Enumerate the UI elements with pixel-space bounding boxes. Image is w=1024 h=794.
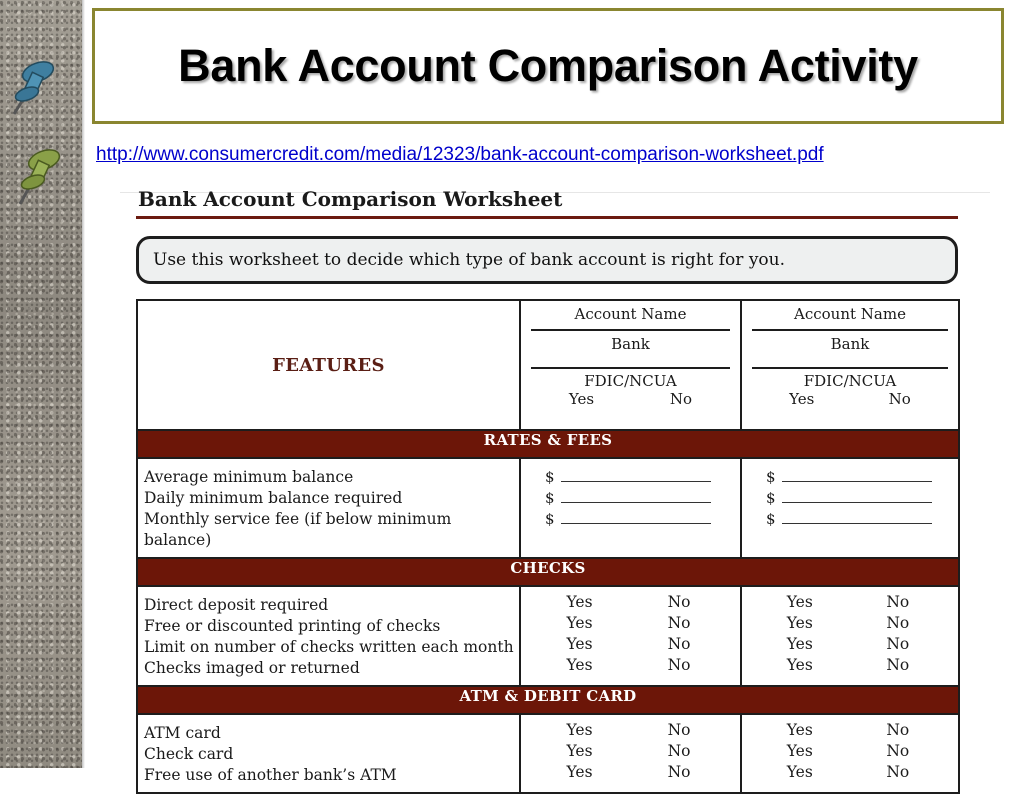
- yes-option[interactable]: Yes: [786, 763, 813, 781]
- feature-label: Check card: [144, 745, 234, 763]
- slide-title: Bank Account Comparison Activity: [178, 40, 918, 91]
- yes-option[interactable]: Yes: [786, 593, 813, 611]
- section-title: CHECKS: [137, 558, 959, 586]
- feature-labels: [137, 458, 520, 558]
- no-option[interactable]: No: [667, 763, 691, 781]
- fdic-yes[interactable]: Yes: [789, 390, 815, 408]
- fdic-yes[interactable]: Yes: [568, 390, 595, 408]
- worksheet-title-rule: [136, 216, 958, 219]
- no-option[interactable]: No: [667, 635, 691, 653]
- yes-option[interactable]: Yes: [566, 656, 593, 674]
- no-option[interactable]: No: [886, 593, 910, 611]
- section-title: RATES & FEES: [137, 430, 959, 458]
- feature-labels: [137, 586, 520, 686]
- account-2-yesno: [741, 586, 959, 686]
- account-2-header: [741, 300, 959, 430]
- no-option[interactable]: No: [886, 742, 910, 760]
- yes-option[interactable]: Yes: [566, 593, 593, 611]
- table-row: [137, 714, 959, 793]
- no-option[interactable]: No: [667, 614, 691, 632]
- section-header-row: [137, 686, 959, 714]
- feature-label: Free use of another bank’s ATM: [144, 766, 397, 784]
- feature-label: ATM card: [144, 724, 221, 742]
- feature-label: Average minimum balance: [144, 468, 354, 486]
- yes-option[interactable]: Yes: [566, 763, 593, 781]
- no-option[interactable]: No: [886, 763, 910, 781]
- no-option[interactable]: No: [886, 721, 910, 739]
- strip-shadow: [82, 0, 85, 768]
- pushpin-green-icon: [14, 146, 64, 206]
- yes-option[interactable]: Yes: [566, 742, 593, 760]
- features-header: [137, 300, 520, 430]
- worksheet-link[interactable]: http://www.consumercredit.com/media/12323/bank-account-comparison-worksheet.pdf: [96, 144, 824, 165]
- feature-label: Daily minimum balance required: [144, 489, 403, 507]
- account-1-yesno: [520, 714, 741, 793]
- amount-field[interactable]: $: [545, 488, 740, 509]
- fdic-no[interactable]: No: [669, 390, 693, 408]
- table-row: [137, 458, 959, 558]
- feature-label: Free or discounted printing of checks: [144, 617, 441, 635]
- account-1-header: [520, 300, 741, 430]
- fdic-no[interactable]: No: [888, 390, 911, 408]
- amount-field[interactable]: $: [545, 467, 740, 488]
- account-1-amounts: [520, 458, 741, 558]
- account-name-label: Account Name: [794, 305, 906, 323]
- yes-option[interactable]: Yes: [566, 635, 593, 653]
- comparison-table: [136, 299, 960, 794]
- fdic-label: FDIC/NCUA: [803, 372, 897, 390]
- features-label: FEATURES: [272, 354, 385, 376]
- account-2-yesno: [741, 714, 959, 793]
- feature-label: Checks imaged or returned: [144, 659, 360, 677]
- amount-field[interactable]: $: [545, 509, 740, 530]
- no-option[interactable]: No: [886, 656, 910, 674]
- no-option[interactable]: No: [667, 593, 691, 611]
- no-option[interactable]: No: [886, 614, 910, 632]
- no-option[interactable]: No: [886, 635, 910, 653]
- section-title: ATM & DEBIT CARD: [137, 686, 959, 714]
- amount-field[interactable]: $: [766, 488, 958, 509]
- account-1-yesno: [520, 586, 741, 686]
- yes-option[interactable]: Yes: [786, 614, 813, 632]
- table-header-row: [137, 300, 959, 430]
- bank-label: Bank: [611, 335, 650, 353]
- feature-label: Limit on number of checks written each month: [144, 638, 514, 656]
- section-header-row: [137, 430, 959, 458]
- slide-title-box: [92, 8, 1004, 124]
- worksheet-intro: Use this worksheet to decide which type of bank account is right for you.: [136, 236, 958, 284]
- yes-option[interactable]: Yes: [786, 721, 813, 739]
- worksheet-title: Bank Account Comparison Worksheet: [138, 187, 563, 211]
- feature-labels: [137, 714, 520, 793]
- amount-field[interactable]: $: [766, 467, 958, 488]
- table-row: [137, 586, 959, 686]
- account-2-amounts: [741, 458, 959, 558]
- feature-label: Direct deposit required: [144, 596, 329, 614]
- pushpin-blue-icon: [8, 58, 58, 118]
- no-option[interactable]: No: [667, 742, 691, 760]
- yes-option[interactable]: Yes: [566, 614, 593, 632]
- no-option[interactable]: No: [667, 721, 691, 739]
- yes-option[interactable]: Yes: [786, 742, 813, 760]
- yes-option[interactable]: Yes: [786, 635, 813, 653]
- amount-field[interactable]: $: [766, 509, 958, 530]
- account-name-label: Account Name: [574, 305, 687, 323]
- bank-label: Bank: [830, 335, 870, 353]
- yes-option[interactable]: Yes: [786, 656, 813, 674]
- section-header-row: [137, 558, 959, 586]
- no-option[interactable]: No: [667, 656, 691, 674]
- fdic-label: FDIC/NCUA: [584, 372, 677, 390]
- feature-label: Monthly service fee (if below minimum balance): [144, 510, 452, 549]
- yes-option[interactable]: Yes: [566, 721, 593, 739]
